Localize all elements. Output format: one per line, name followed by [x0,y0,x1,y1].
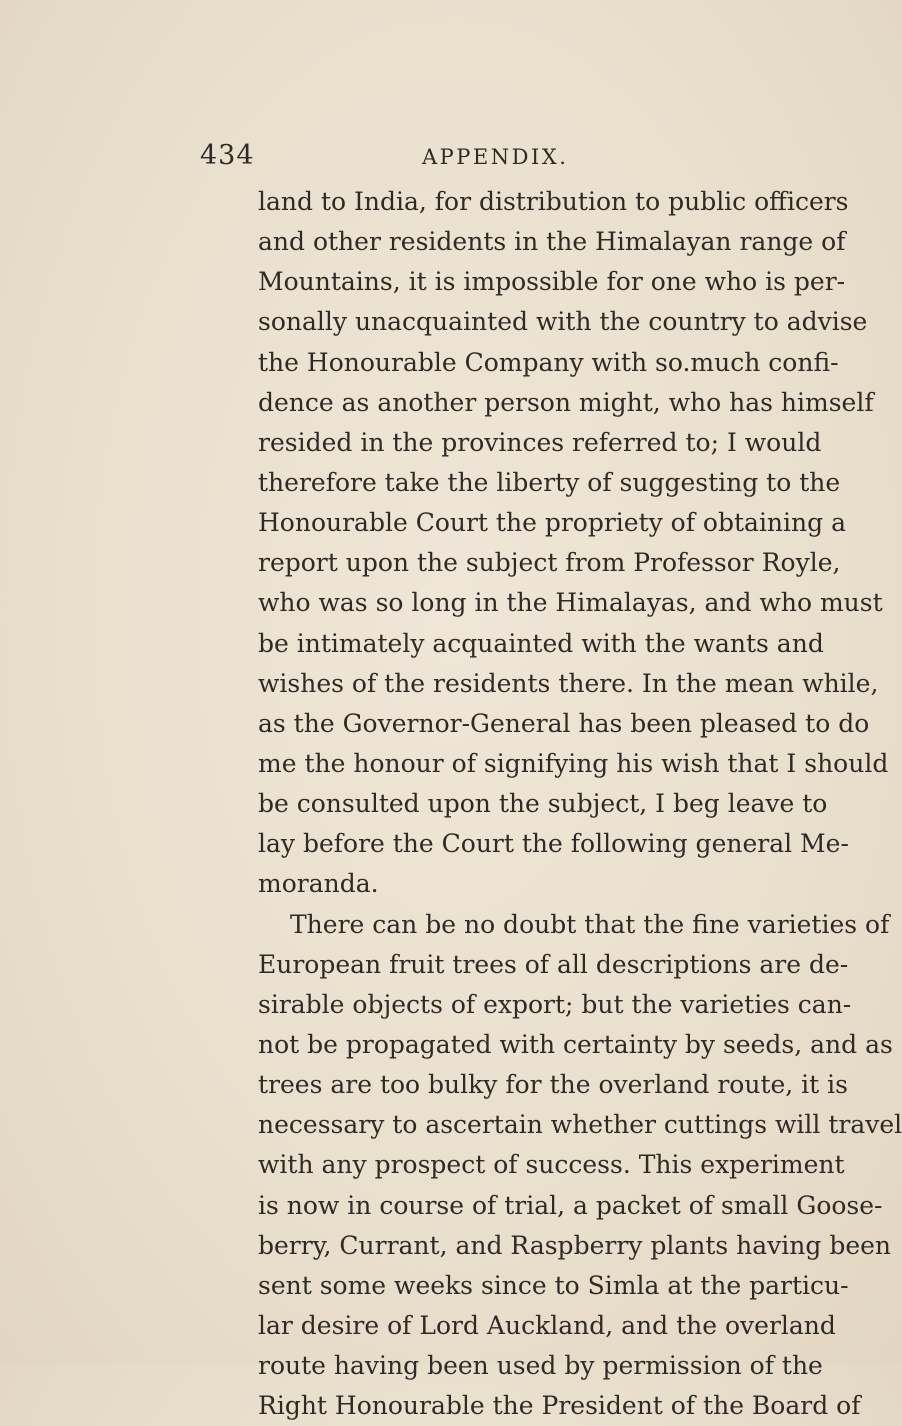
text-line: resided in the provinces referred to; I would [258,427,822,457]
text-line: Right Honourable the President of the Board of [258,1391,861,1421]
text-line: be consulted upon the subject, I beg leave to [258,789,828,819]
text-line: Honourable Court the propriety of obtaining a [258,508,846,538]
page-header [200,140,740,180]
body-text [258,182,902,1426]
text-line: sent some weeks since to Simla at the particu- [258,1270,849,1300]
text-line: therefore take the liberty of suggesting to the [258,467,841,497]
text-line: berry, Currant, and Raspberry plants having been [258,1230,892,1260]
text-line: sirable objects of export; but the varieties can- [258,989,852,1019]
text-line: lay before the Court the following general Me- [258,829,849,859]
text-line: lar desire of Lord Auckland, and the overland [258,1310,836,1340]
text-line: sonally unacquainted with the country to advise [258,307,868,337]
text-line: Mountains, it is impossible for one who is per- [258,267,846,297]
text-line: is now in course of trial, a packet of small Goose- [258,1190,883,1220]
text-line: the Honourable Company with so.much confi- [258,347,839,377]
text-line: and other residents in the Himalayan range of [258,227,846,257]
text-line: who was so long in the Himalayas, and who must [258,588,883,618]
text-line: dence as another person might, who has himself [258,387,874,417]
text-line: There can be no doubt that the fine varieties of [290,909,890,939]
text-line: moranda. [258,869,379,899]
text-line: not be propagated with certainty by seeds, and as [258,1029,893,1059]
page-number: 434 [200,140,255,171]
text-line: land to India, for distribution to public officers [258,187,849,216]
running-head: APPENDIX. [422,145,569,169]
text-line: trees are too bulky for the overland route, it is [258,1070,848,1100]
text-line: route having been used by permission of the [258,1351,823,1381]
text-line: me the honour of signifying his wish that I should [258,748,889,778]
text-line: report upon the subject from Professor Royle, [258,548,841,578]
text-line: be intimately acquainted with the wants and [258,628,824,658]
text-line: European fruit trees of all descriptions are de- [258,949,849,979]
text-line: necessary to ascertain whether cuttings will travel [258,1110,902,1140]
text-line: with any prospect of success. This experiment [258,1150,845,1180]
text-line: as the Governor-General has been pleased to do [258,708,870,738]
text-line: wishes of the residents there. In the mean while, [258,668,879,698]
